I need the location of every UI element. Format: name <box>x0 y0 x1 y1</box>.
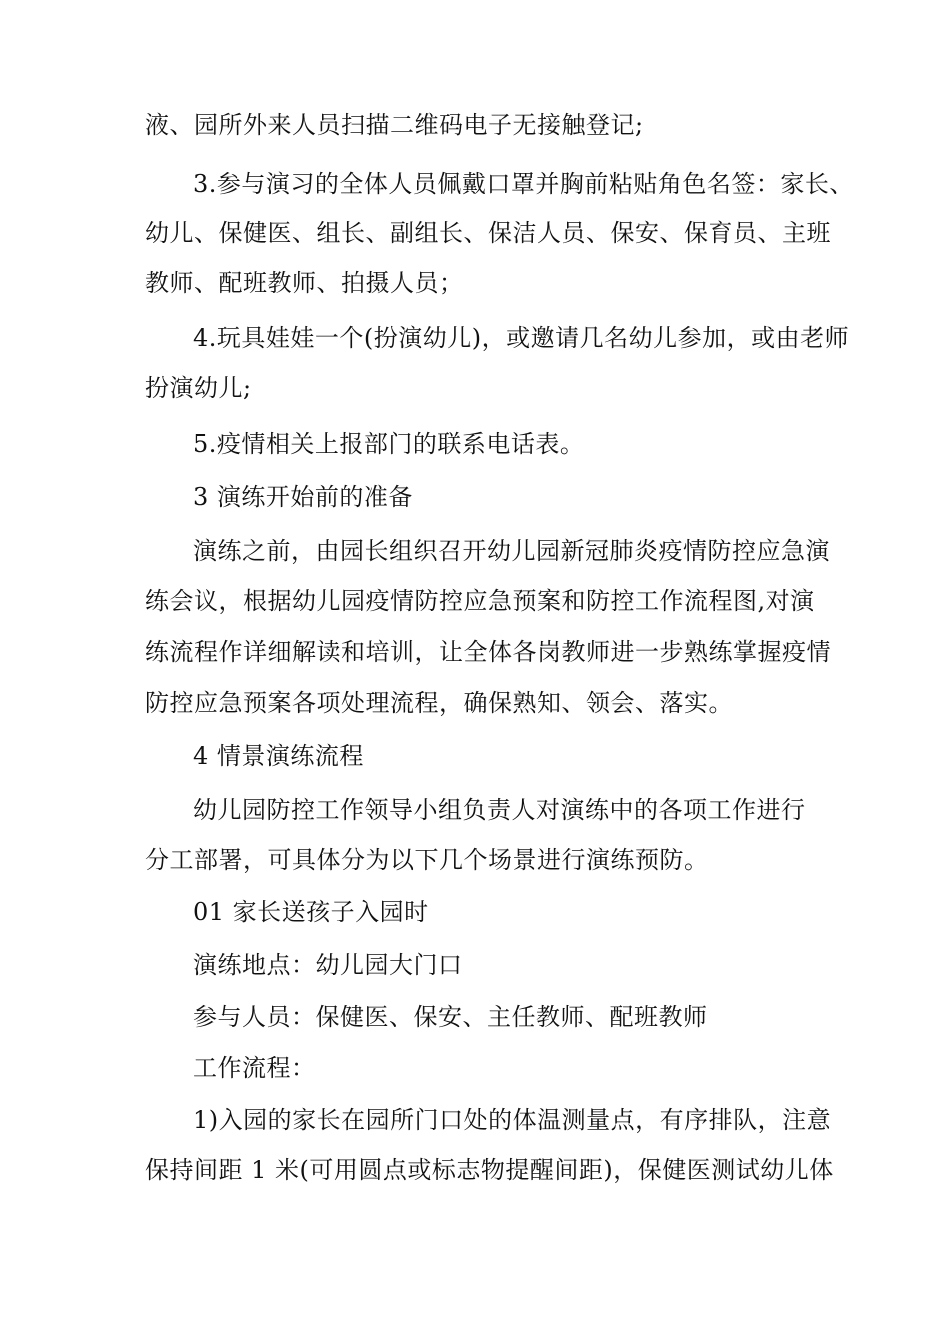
text-line: 练流程作详细解读和培训，让全体各岗教师进一步熟练掌握疫情 <box>145 638 831 666</box>
text-line: 练会议，根据幼儿园疫情防控应急预案和防控工作流程图,对演 <box>145 587 815 615</box>
text-line: 幼儿园防控工作领导小组负责人对演练中的各项工作进行 <box>193 796 806 824</box>
text-line: 工作流程： <box>193 1054 316 1082</box>
text-line: 幼儿、保健医、组长、副组长、保洁人员、保安、保育员、主班 <box>145 219 831 247</box>
text-line: 参与人员：保健医、保安、主任教师、配班教师 <box>193 1003 708 1031</box>
section-heading: 3 演练开始前的准备 <box>193 483 413 511</box>
text-line: 演练之前，由园长组织召开幼儿园新冠肺炎疫情防控应急演 <box>193 537 830 565</box>
text-line: 3.参与演习的全体人员佩戴口罩并胸前粘贴角色名签：家长、 <box>193 170 854 198</box>
text-line: 分工部署，可具体分为以下几个场景进行演练预防。 <box>145 846 709 874</box>
text-line: 教师、配班教师、拍摄人员； <box>145 269 464 297</box>
text-line: 保持间距 1 米(可用圆点或标志物提醒间距)，保健医测试幼儿体 <box>145 1156 834 1184</box>
text-line: 1)入园的家长在园所门口处的体温测量点，有序排队，注意 <box>193 1106 832 1134</box>
text-line: 演练地点：幼儿园大门口 <box>193 951 463 979</box>
text-line: 液、园所外来人员扫描二维码电子无接触登记; <box>145 111 644 139</box>
text-line: 扮演幼儿; <box>145 374 252 402</box>
text-line: 防控应急预案各项处理流程，确保熟知、领会、落实。 <box>145 689 733 717</box>
section-heading: 4 情景演练流程 <box>193 742 364 770</box>
subsection-heading: 01 家长送孩子入园时 <box>193 898 429 926</box>
text-line: 5.疫情相关上报部门的联系电话表。 <box>193 430 585 458</box>
text-line: 4.玩具娃娃一个(扮演幼儿)，或邀请几名幼儿参加，或由老师 <box>193 324 850 352</box>
